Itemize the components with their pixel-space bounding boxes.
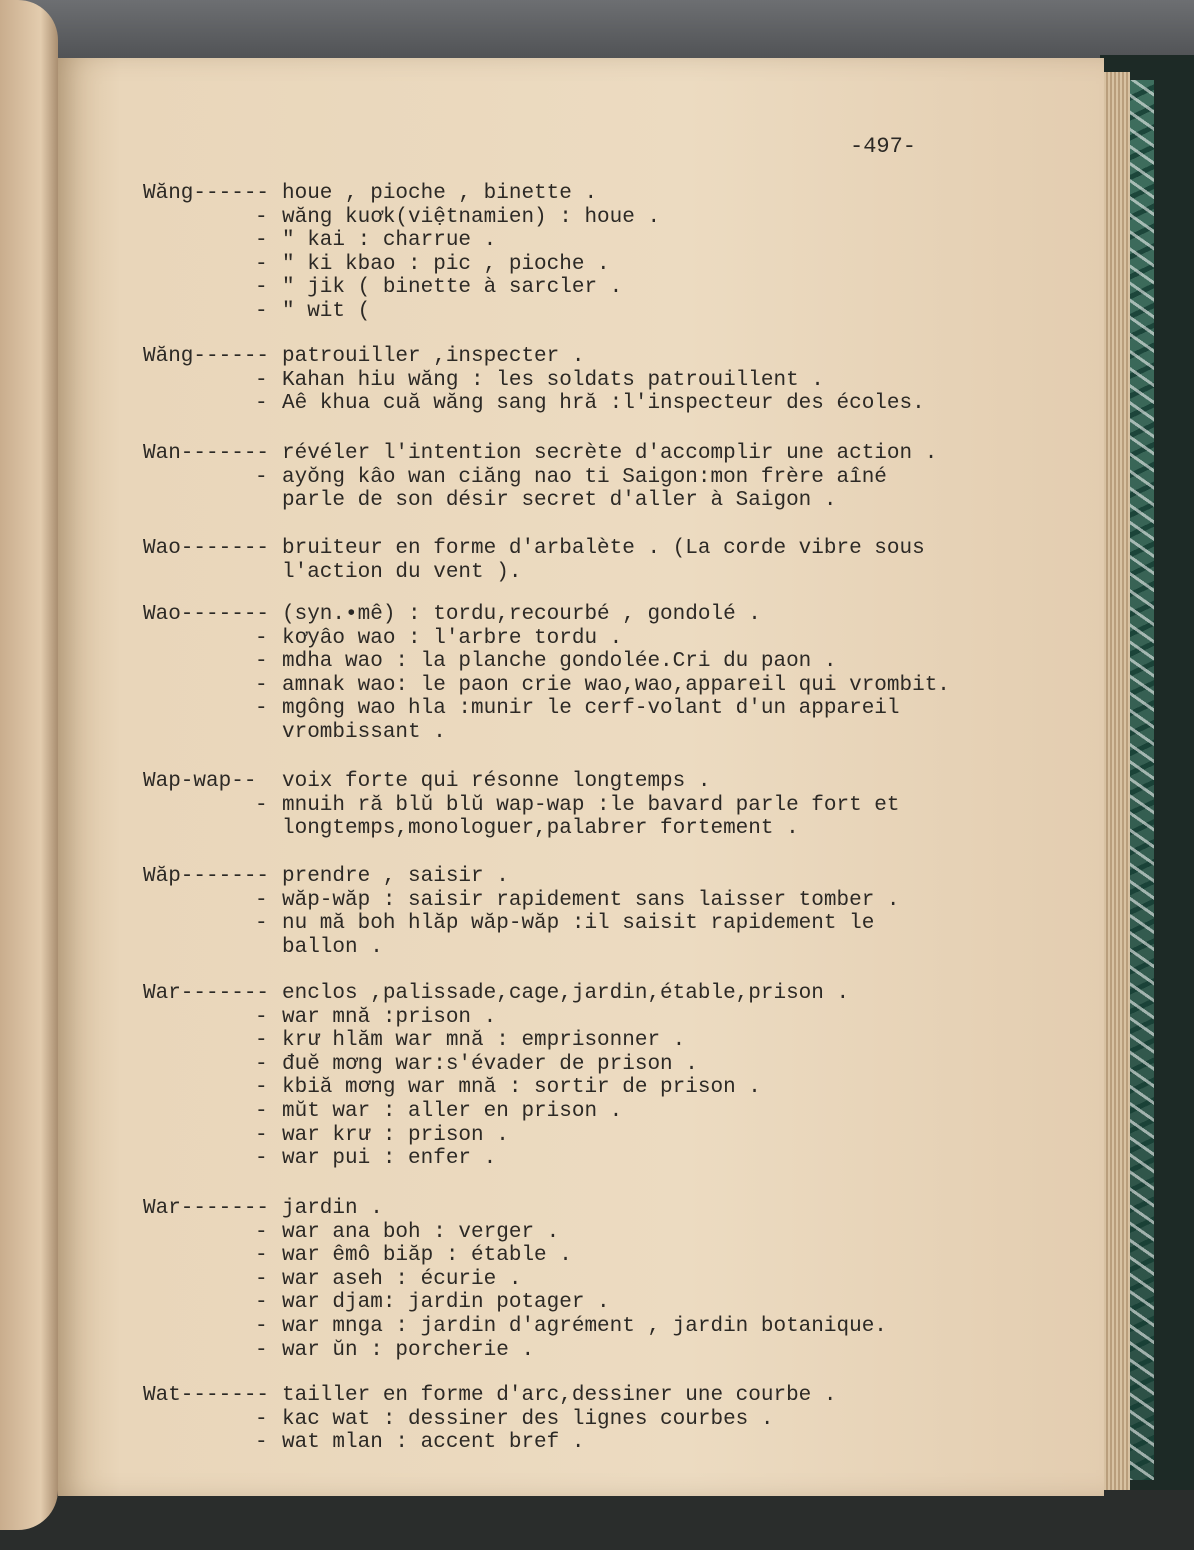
entry-headword: War-------: [143, 982, 270, 1005]
entry-line: wăp-wăp : saisir rapidement sans laisser tomber .: [282, 888, 900, 912]
entry-line: bruiteur en forme d'arbalète . (La corde vibre sous: [282, 537, 925, 560]
entry-line: houe , pioche , binette .: [282, 182, 598, 205]
entry-line: jardin .: [282, 1197, 383, 1220]
entry-dash: -: [255, 252, 268, 276]
entry-line: kac wat : dessiner des lignes courbes .: [282, 1407, 774, 1431]
entry-line: longtemps,monologuer,palabrer fortement .: [282, 817, 799, 841]
entry-line: war ana boh : verger .: [282, 1220, 560, 1244]
entry-dash: -: [255, 626, 268, 650]
entry-headword: Wăng------: [143, 345, 270, 368]
entry-line: " wit (: [282, 300, 371, 323]
entry-dash: -: [255, 392, 268, 416]
entry-line: wăng kuơk(việtnamien) : houe .: [282, 205, 661, 229]
entry-dash: -: [255, 276, 268, 300]
entry-line: révéler l'intention secrète d'accomplir une action .: [282, 442, 938, 465]
entry-line: kơyâo wao : l'arbre tordu .: [282, 626, 623, 650]
entry-headword: War-------: [143, 1197, 270, 1220]
entry-line: war djam: jardin potager .: [282, 1291, 610, 1315]
entry-line: war pui : enfer .: [282, 1147, 497, 1171]
entry-headword: Wao-------: [143, 603, 270, 626]
page-number: -497-: [850, 134, 917, 159]
entry-line: war ŭn : porcherie .: [282, 1338, 535, 1362]
entry-dash: -: [255, 205, 268, 229]
entry-line: vrombissant .: [282, 721, 446, 744]
entry-line: wat mlan : accent bref .: [282, 1431, 585, 1455]
entry-line: tailler en forme d'arc,dessiner une courbe .: [282, 1384, 837, 1407]
entry-line: " ki kbao : pic , pioche .: [282, 252, 610, 276]
entry-dash: -: [255, 1315, 268, 1338]
entry-dash: -: [255, 1291, 268, 1315]
entry-line: mdha wao : la planche gondolée.Cri du paon .: [282, 650, 837, 674]
left-page-curl: [0, 0, 58, 1530]
entry-headword: Wăng------: [143, 182, 270, 205]
entry-dash: -: [255, 1407, 268, 1431]
entry-line: parle de son désir secret d'aller à Saigon .: [282, 489, 837, 513]
entry-line: ayŏng kâo wan ciăng nao ti Saigon:mon frère aîné: [282, 465, 887, 489]
entry-line: krư hlăm war mnă : emprisonner .: [282, 1029, 686, 1053]
entry-line: kbiă mơng war mnă : sortir de prison .: [282, 1076, 761, 1100]
entry-dash: -: [255, 1029, 268, 1053]
entry-headword: Wap-wap--: [143, 770, 257, 793]
book-cover-bottom: [0, 1490, 1194, 1550]
entry-dash: -: [255, 697, 268, 721]
entry-dash: -: [255, 793, 268, 817]
entry-dash: -: [255, 300, 268, 323]
entry-dash: -: [255, 1100, 268, 1123]
entry-line: war mnga : jardin d'agrément , jardin botanique.: [282, 1315, 887, 1338]
entry-line: prendre , saisir .: [282, 865, 509, 888]
entry-dash: -: [255, 1244, 268, 1268]
entry-line: đuĕ mơng war:s'évader de prison .: [282, 1052, 698, 1076]
entry-headword: Wăp-------: [143, 865, 270, 888]
entry-line: war krư : prison .: [282, 1123, 509, 1147]
entry-line: (syn.•mê) : tordu,recourbé , gondolé .: [282, 603, 761, 626]
entry-line: " kai : charrue .: [282, 229, 497, 253]
entry-line: war mnă :prison .: [282, 1005, 497, 1029]
entry-line: enclos ,palissade,cage,jardin,étable,prison .: [282, 982, 850, 1005]
entry-dash: -: [255, 1267, 268, 1291]
entry-line: ballon .: [282, 935, 383, 959]
entry-headword: Wao-------: [143, 537, 270, 560]
entry-dash: -: [255, 1431, 268, 1455]
entry-dash: -: [255, 1220, 268, 1244]
entry-dash: -: [255, 1123, 268, 1147]
entry-headword: Wat-------: [143, 1384, 270, 1407]
entry-line: voix forte qui résonne longtemps .: [282, 770, 711, 793]
entry-line: war êmô biăp : étable .: [282, 1244, 572, 1268]
entry-dash: -: [255, 229, 268, 253]
entry-dash: -: [255, 673, 268, 697]
entry-dash: -: [255, 368, 268, 392]
entry-dash: -: [255, 1005, 268, 1029]
entry-dash: -: [255, 1147, 268, 1171]
entry-dash: -: [255, 1052, 268, 1076]
entry-line: amnak wao: le paon crie wao,wao,appareil qui vrombit.: [282, 673, 950, 697]
entry-line: mŭt war : aller en prison .: [282, 1100, 623, 1123]
entry-line: patrouiller ,inspecter .: [282, 345, 585, 368]
entry-dash: -: [255, 1076, 268, 1100]
entry-dash: -: [255, 888, 268, 912]
entry-line: l'action du vent ).: [282, 560, 522, 584]
marbled-edge: [1128, 80, 1154, 1480]
entry-line: mnuih ră blŭ blŭ wap-wap :le bavard parle fort et: [282, 793, 900, 817]
entry-line: mgông wao hla :munir le cerf-volant d'un appareil: [282, 697, 900, 721]
entry-dash: -: [255, 650, 268, 674]
entry-headword: Wan-------: [143, 442, 270, 465]
entry-line: Aê khua cuă wăng sang hră :l'inspecteur des écoles.: [282, 392, 925, 416]
entry-dash: -: [255, 912, 268, 936]
entry-line: " jik ( binette à sarcler .: [282, 276, 623, 300]
entry-line: Kahan hiu wăng : les soldats patrouillent .: [282, 368, 824, 392]
entry-dash: -: [255, 465, 268, 489]
entry-dash: -: [255, 1338, 268, 1362]
entry-line: nu mă boh hlăp wăp-wăp :il saisit rapidement le: [282, 912, 875, 936]
entry-line: war aseh : écurie .: [282, 1267, 522, 1291]
